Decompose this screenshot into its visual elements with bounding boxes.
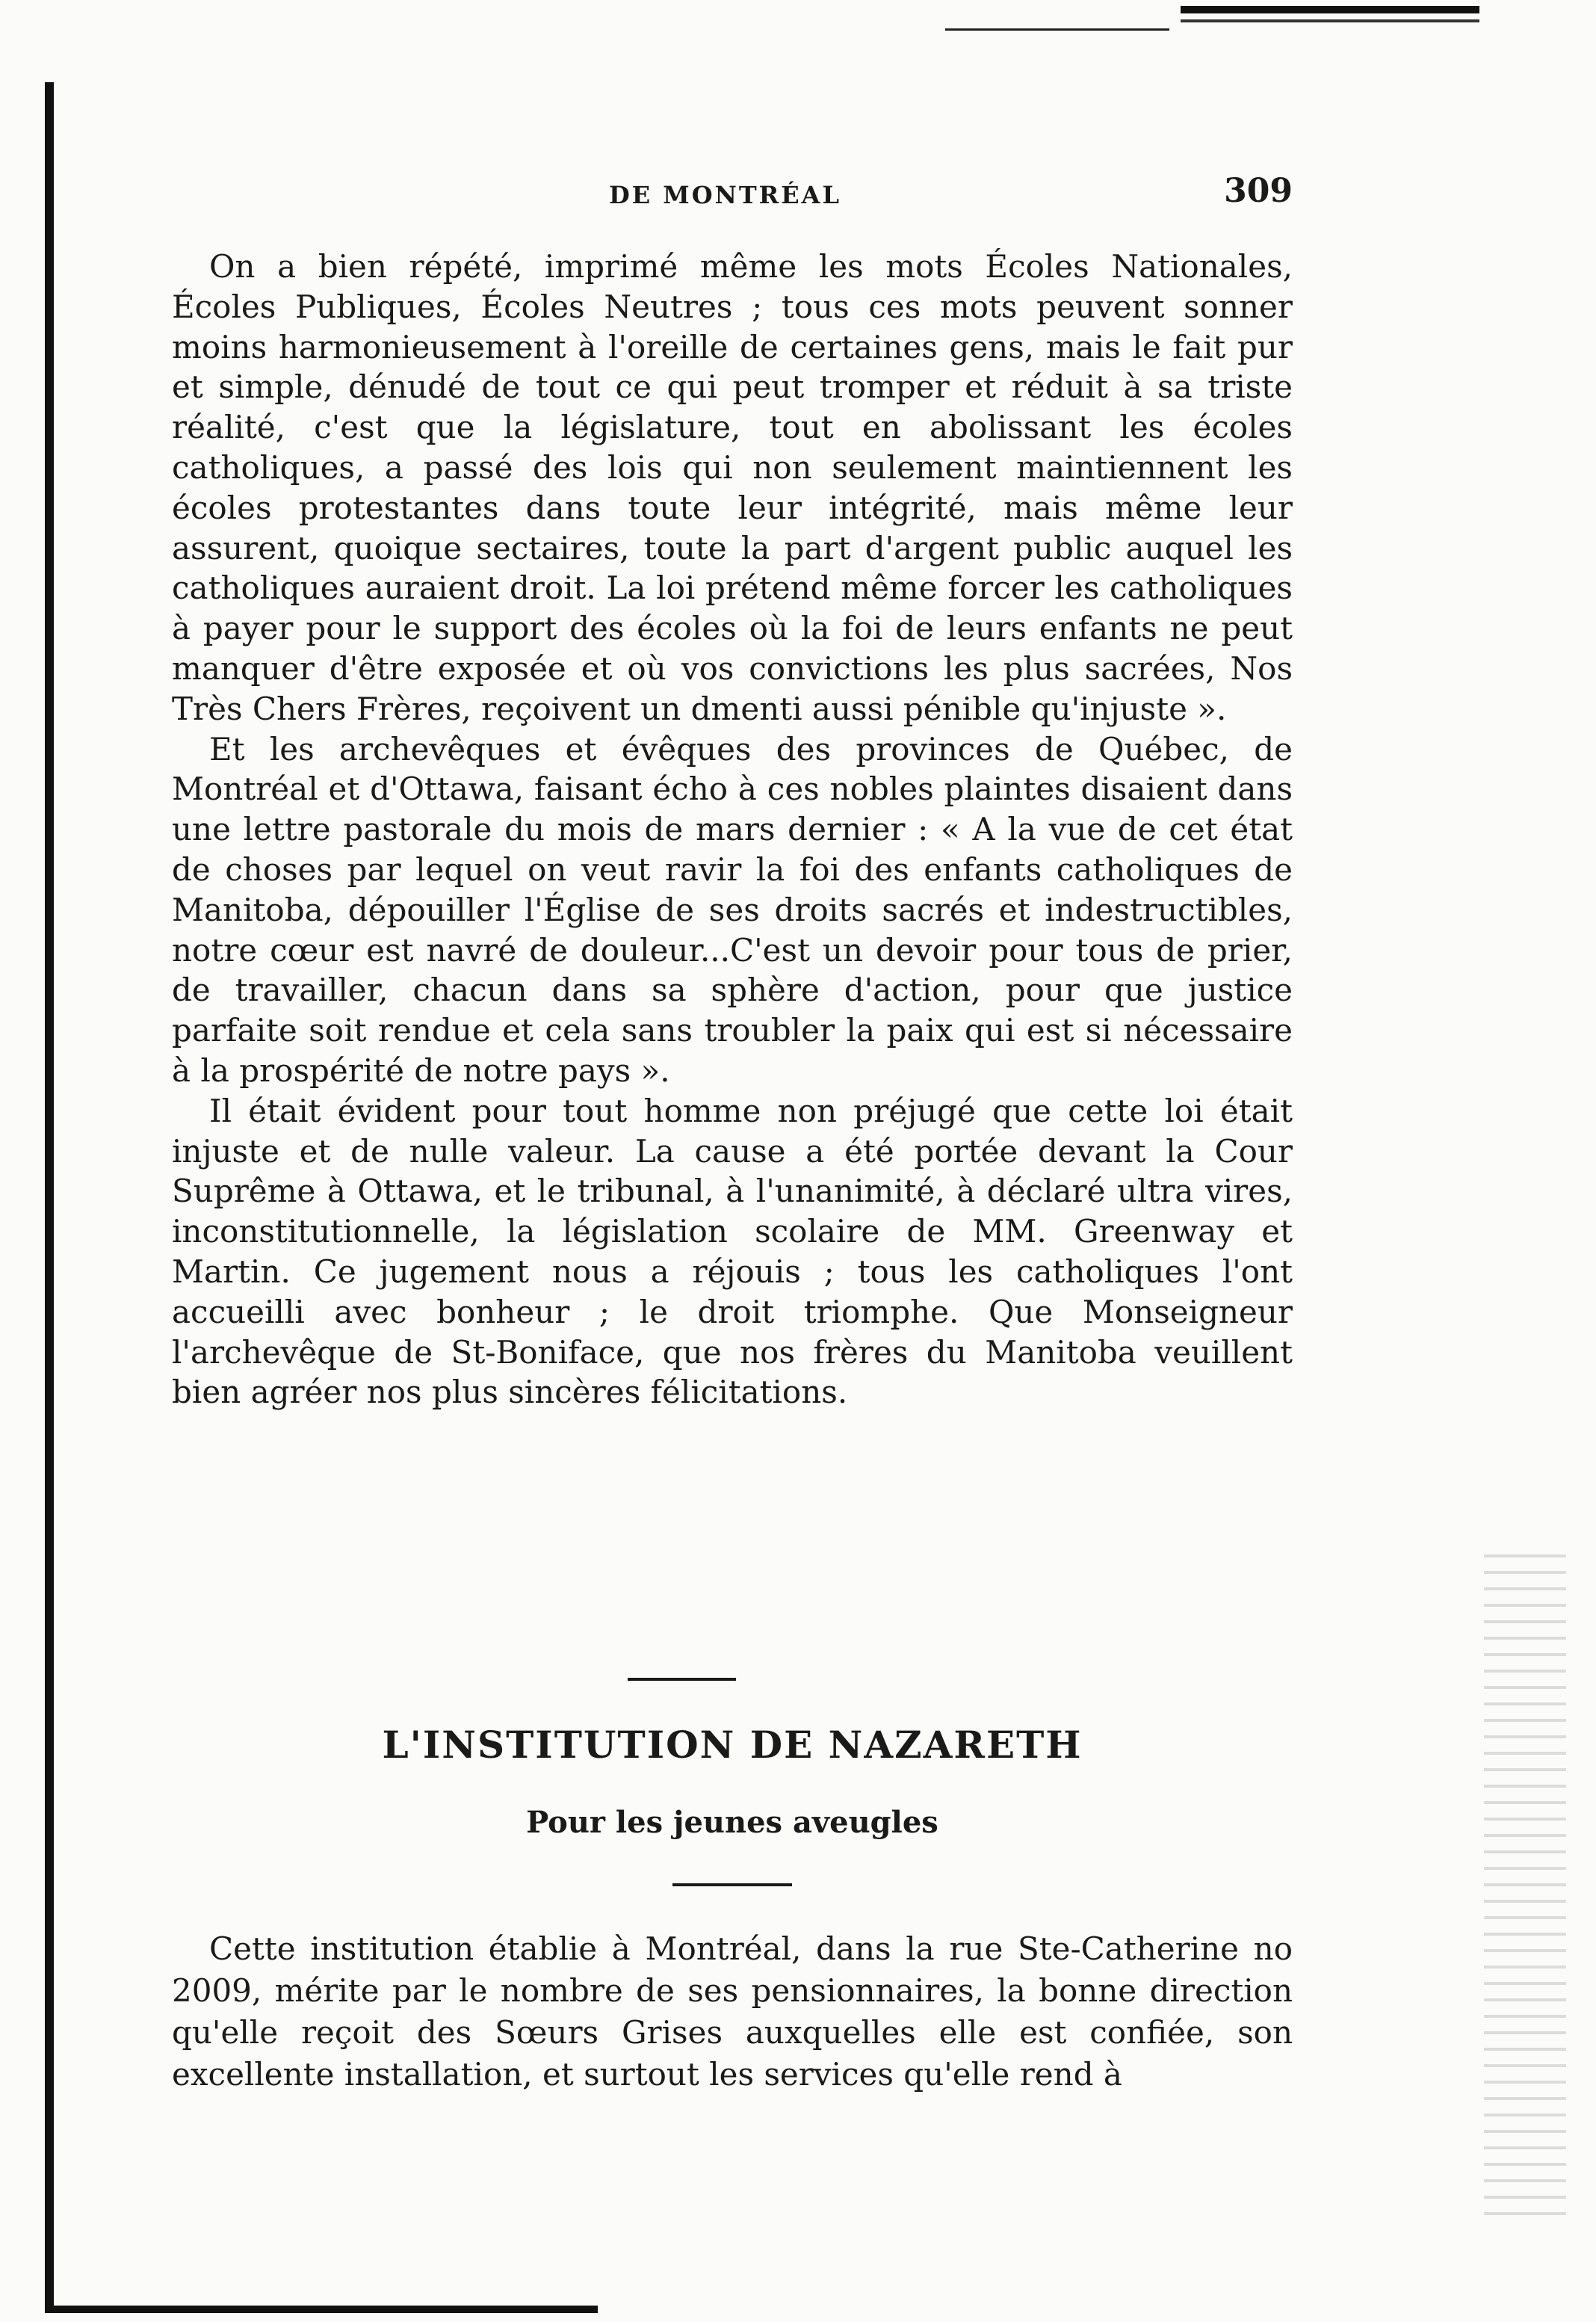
section-subtitle: Pour les jeunes aveugles xyxy=(526,1805,938,1840)
running-head: DE MONTRÉAL xyxy=(609,181,841,209)
paragraph: Et les archevêques et évêques des provinces de Québec, de Montréal et d'Ottawa, faisant écho à ces nobles plaintes disaient dans une lettre pastorale du mois de mars dernier : « A la vue de cet état de choses par lequel on veut ravir la foi des enfants catholiques de Manitoba, dépouiller l'Église de ses droits sacrés et indestructibles, notre cœur est navré de douleur...C'est un devoir pour tous de prier, de travailler, chacun dans sa sphère d'action, pour que justice parfaite soit rendue et cela sans troubler la paix qui est si nécessaire à la prospérité de notre pays ». xyxy=(172,730,1293,1089)
scan-border xyxy=(45,2306,598,2313)
main-text xyxy=(172,247,1293,1412)
scan-rule xyxy=(1181,6,1479,13)
paragraph: Il était évident pour tout homme non préjugé que cette loi était injuste et de nulle valeur. La cause a été portée devant la Cour Suprême à Ottawa, et le tribunal, à l'unanimité, à déclaré ultra vires, inconstitutionnelle, la législation scolaire de MM. Greenway et Martin. Ce jugement nous a réjouis ; tous les catholiques l'ont accueilli avec bonheur ; le droit triomphe. Que Monseigneur l'archevêque de St-Boniface, que nos frères du Manitoba veuillent bien agréer nos plus sincères félicitations. xyxy=(172,1092,1293,1411)
section-divider xyxy=(628,1678,736,1681)
scan-artifact xyxy=(1484,1554,1566,2227)
scan-border xyxy=(45,82,54,2309)
paragraph: On a bien répété, imprimé même les mots Écoles Nationales, Écoles Publiques, Écoles Neutres ; tous ces mots peuvent sonner moins harmonieusement à l'oreille de certaines gens, mais le fait pur et simple, dénudé de tout ce qui peut tromper et réduit à sa triste réalité, c'est que la législature, tout en abolissant les écoles catholiques, a passé des lois qui non seulement maintiennent les écoles protestantes dans toute leur intégrité, mais même leur assurent, quoique sectaires, toute la part d'argent public auquel les catholiques auraient droit. La loi prétend même forcer les catholiques à payer pour le support des écoles où la foi de leurs enfants ne peut manquer d'être exposée et où vos convictions les plus sacrées, Nos Très Chers Frères, reçoivent un dmenti aussi pénible qu'injuste ». xyxy=(172,248,1293,727)
section-title: L'INSTITUTION DE NAZARETH xyxy=(382,1723,1083,1767)
section-text xyxy=(172,1928,1293,2096)
page-number: 309 xyxy=(1224,172,1293,210)
scan-rule xyxy=(1181,19,1479,22)
page-header xyxy=(172,172,1293,217)
section-divider xyxy=(672,1883,792,1886)
paragraph: Cette institution établie à Montréal, dans la rue Ste-Catherine no 2009, mérite par le nombre de ses pensionnaires, la bonne direction qu'elle reçoit des Sœurs Grises auxquelles elle est confiée, son excellente installation, et surtout les services qu'elle rend à xyxy=(172,1930,1293,2093)
scan-rule xyxy=(945,28,1169,31)
